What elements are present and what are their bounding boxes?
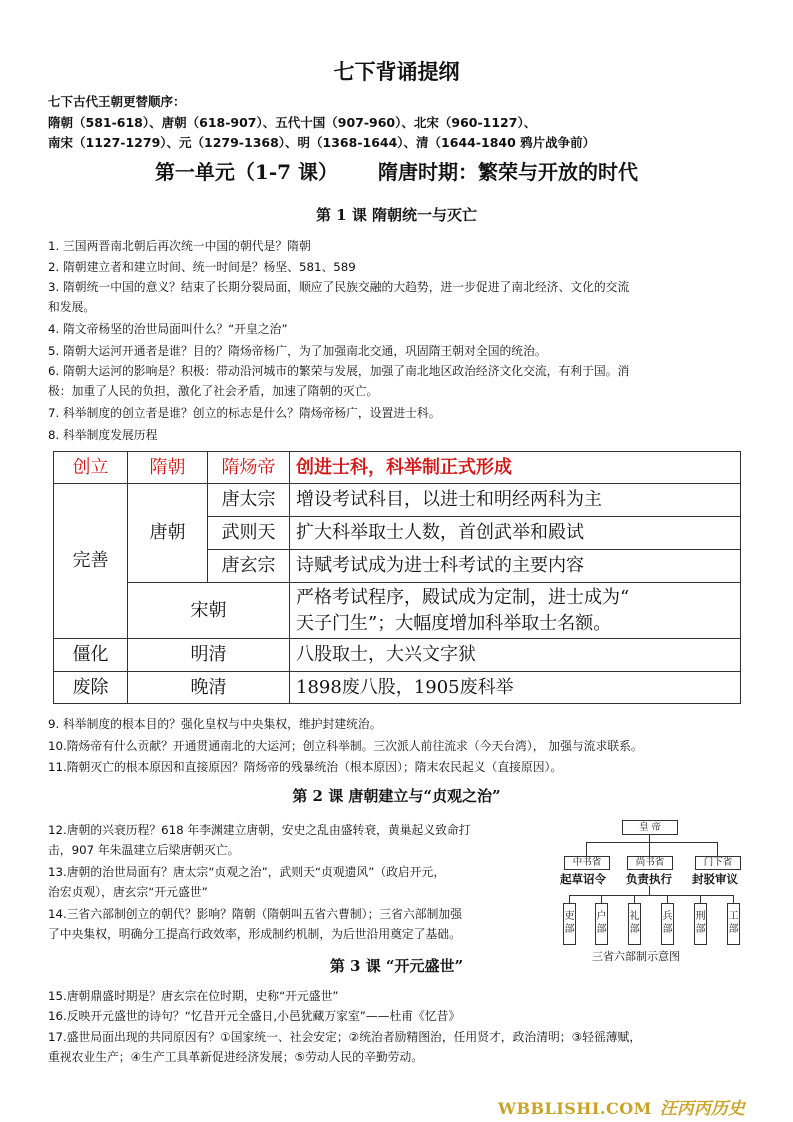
table-cell: 废除 [54,672,128,704]
dept-box-justice: 刑部 [694,903,707,945]
table-cell: 宋朝 [128,583,290,639]
table-cell: 晚清 [128,672,290,704]
question-12: 12.唐朝的兴衰历程？618 年李渊建立唐朝，安史之乱由盛转衰，黄巢起义致命打 [48,823,471,837]
dept-box-war: 兵部 [661,903,674,945]
table-cell: 创立 [54,452,128,484]
emperor-box: 皇 帝 [622,820,678,835]
question-6-cont: 极：加重了人民的负担，激化了社会矛盾，加速了隋朝的灭亡。 [48,384,379,398]
connector-line [649,842,650,856]
question-14: 14.三省六部制创立的朝代？影响？隋朝（隋朝叫五省六曹制）；三省六部制加强 [48,907,462,921]
table-cell: 唐朝 [128,484,208,583]
table-cell-line: 严格考试程序，殿试成为定制，进士成为“ [296,586,630,608]
role-label: 起草诏令 [560,872,606,886]
keju-table [53,451,741,704]
menxia-box: 门下省 [695,856,741,870]
dept-box-hu: 户部 [595,903,608,945]
connector-line [586,842,587,856]
lesson-1-title: 第 1 课 隋朝统一与灭亡 [315,206,478,224]
page-title: 七下背诵提纲 [333,59,460,84]
question-6: 6. 隋朝大运河的影响是？积极：带动沿河城市的繁荣与发展，加强了南北地区政治经济文化交流，有利于国。消 [48,364,630,378]
role-label: 封驳审议 [692,872,738,886]
lesson-2-title: 第 2 课 唐朝建立与“贞观之治” [292,787,501,805]
dept-box-rites: 礼部 [628,903,641,945]
table-cell [290,583,741,639]
question-10: 10.隋炀帝有什么贡献？开通贯通南北的大运河；创立科举制。三次派人前往流求（今天台湾）， 加强与流求联系。 [48,739,643,753]
role-label: 负责执行 [626,872,672,886]
connector-line [700,895,701,903]
table-row [54,484,741,517]
dynasty-line-2: 南宋（1127-1279）、元（1279-1368）、明（1368-1644）、清（1644-1840 鸦片战争前） [48,135,596,150]
connector-line [667,895,668,903]
question-3: 3. 隋朝统一中国的意义？结束了长期分裂局面，顺应了民族交融的大趋势，进一步促进了南北经济、文化的交流 [48,280,630,294]
table-cell: 隋炀帝 [208,452,290,484]
table-cell: 扩大科举取士人数，首创武举和殿试 [290,517,741,550]
zhongshu-box: 中书省 [564,856,610,870]
question-1: 1. 三国两晋南北朝后再次统一中国的朝代是？隋朝 [48,239,311,253]
table-row [54,672,741,704]
table-row [54,452,741,484]
table-cell: 八股取士，大兴文字狱 [290,639,741,672]
question-15: 15.唐朝鼎盛时期是？唐玄宗在位时期，史称“开元盛世” [48,989,339,1003]
question-7: 7. 科举制度的创立者是谁？创立的标志是什么？隋炀帝杨广，设置进士科。 [48,406,441,420]
site-url: WBBLISHI.COM [498,1099,652,1118]
question-8: 8. 科举制度发展历程 [48,428,158,442]
table-cell: 唐太宗 [208,484,290,517]
question-2: 2. 隋朝建立者和建立时间、统一时间是？杨坚、581、589 [48,260,356,274]
question-17-cont: 重视农业生产；④生产工具革新促进经济发展；⑤劳动人民的辛勤劳动。 [48,1050,424,1064]
diagram-caption: 三省六部制示意图 [592,950,680,963]
unit-heading [0,156,793,185]
dept-box-works: 工部 [727,903,740,945]
connector-line [601,895,602,903]
question-17: 17.盛世局面出现的共同原因有？①国家统一、社会安定；②统治者励精图治，任用贤才，政治清明；③轻徭薄赋， [48,1030,642,1044]
table-cell: 唐玄宗 [208,550,290,583]
connector-line [717,842,718,856]
question-3-cont: 和发展。 [48,300,96,314]
footer-watermark [498,1094,745,1119]
question-12-cont: 击，907 年朱温建立后梁唐朝灭亡。 [48,843,240,857]
connector-line [586,842,718,843]
question-13: 13.唐朝的治世局面有？唐太宗“贞观之治”，武则天“贞观遗风”（政启开元， [48,865,446,879]
connector-line [649,834,650,842]
author-signature: 汪丙丙历史 [659,1099,745,1119]
table-cell: 武则天 [208,517,290,550]
table-cell: 明清 [128,639,290,672]
dynasty-line-1: 隋朝（581-618）、唐朝（618-907）、五代十国（907-960）、北宋（960-1127）、 [48,115,537,130]
unit-number: 第一单元（1-7 课） [154,160,339,184]
question-11: 11.隋朝灭亡的根本原因和直接原因？隋炀帝的残暴统治（根本原因）；隋末农民起义（直接原因）。 [48,760,563,774]
table-row [54,583,741,639]
connector-line [733,895,734,903]
table-cell: 创进士科，科举制正式形成 [290,452,741,484]
question-4: 4. 隋文帝杨坚的治世局面叫什么？“开皇之治” [48,322,288,336]
question-5: 5. 隋朝大运河开通者是谁？目的？隋炀帝杨广，为了加强南北交通，巩固隋王朝对全国的统治。 [48,344,547,358]
three-departments-diagram [556,818,756,968]
dept-box-li: 吏部 [563,903,576,945]
connector-line [569,895,733,896]
table-cell: 完善 [54,484,128,639]
shangshu-box: 尚书省 [627,856,673,870]
lesson-3-title: 第 3 课 “开元盛世” [329,957,464,975]
table-row [54,639,741,672]
table-cell: 隋朝 [128,452,208,484]
question-14-cont: 了中央集权，明确分工提高行政效率，形成制约机制，为后世沿用奠定了基础。 [48,927,461,941]
table-cell: 僵化 [54,639,128,672]
table-cell: 增设考试科目，以进士和明经两科为主 [290,484,741,517]
connector-line [634,895,635,903]
question-13-cont: 治宏贞观），唐玄宗“开元盛世” [48,885,208,899]
table-cell: 1898废八股，1905废科举 [290,672,741,704]
table-cell-line: 天子门生”；大幅度增加科举取士名额。 [296,612,612,634]
question-9: 9. 科举制度的根本目的？强化皇权与中央集权，维护封建统治。 [48,717,382,731]
connector-line [649,886,650,895]
unit-theme: 隋唐时期：繁荣与开放的时代 [378,160,639,184]
dynasty-heading: 七下古代王朝更替顺序： [48,94,186,109]
table-cell: 诗赋考试成为进士科考试的主要内容 [290,550,741,583]
connector-line [569,895,570,903]
question-16: 16.反映开元盛世的诗句？“忆昔开元全盛日,小邑犹藏万家室”——杜甫《忆昔》 [48,1009,461,1023]
